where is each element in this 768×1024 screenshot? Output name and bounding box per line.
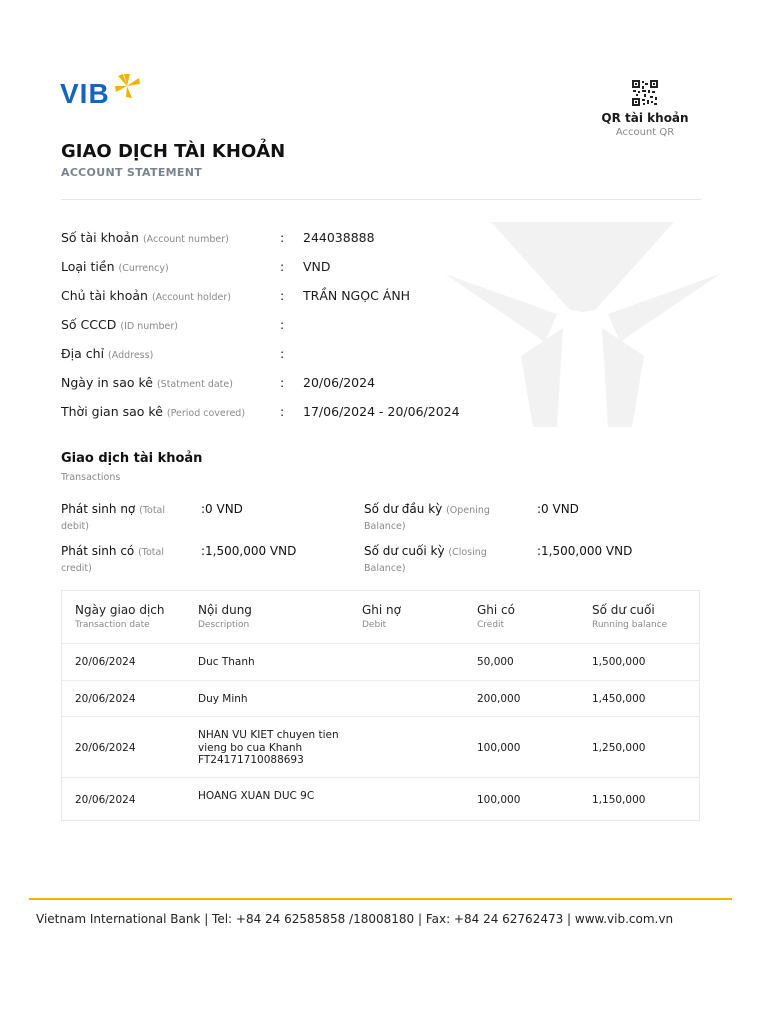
qr-subtitle: Account QR: [615, 127, 675, 138]
cell-credit: 100,000: [477, 794, 521, 806]
header-en: Transaction date: [75, 620, 150, 630]
info-value-account-holder: TRẦN NGỌC ÁNH: [303, 288, 411, 303]
vib-logo: [60, 74, 150, 114]
cell-credit: 100,000: [477, 742, 521, 754]
info-row-id-number: [61, 317, 701, 337]
label-vi: Số dư cuối kỳ: [364, 544, 445, 558]
info-colon: :: [280, 375, 285, 390]
label-vi: Thời gian sao kê: [61, 404, 163, 419]
label-en: Balance): [364, 521, 406, 532]
info-colon: :: [280, 346, 285, 361]
label-vi: Phát sinh nợ: [61, 502, 136, 516]
column-header-balance: [592, 603, 667, 630]
header-en: Debit: [362, 620, 387, 630]
info-colon: :: [280, 288, 285, 303]
logo-text: VIB: [60, 78, 110, 109]
info-value-period-covered: 17/06/2024 - 20/06/2024: [303, 404, 460, 419]
cell-description: HOANG XUAN DUC 9C: [198, 790, 315, 802]
info-label: [61, 317, 178, 332]
info-colon: :: [280, 230, 285, 245]
label-vi: Địa chỉ: [61, 346, 105, 361]
footer-divider: [29, 898, 732, 900]
label-en: (Closing: [448, 547, 487, 558]
header-vi: Ghi có: [477, 603, 515, 617]
label-en: (Currency): [118, 263, 169, 274]
summary-value-closing-balance: :1,500,000 VND: [537, 544, 633, 558]
column-header-debit: [362, 603, 401, 630]
cell-balance: 1,500,000: [592, 656, 646, 668]
label-vi: Số CCCD: [61, 317, 117, 332]
summary-label-closing-balance: [364, 544, 487, 576]
header-divider: [61, 199, 701, 200]
logo-star-icon: [112, 72, 142, 102]
cell-date: 20/06/2024: [75, 794, 136, 806]
column-header-description: [198, 603, 252, 630]
column-header-credit: [477, 603, 515, 630]
cell-balance: 1,450,000: [592, 693, 646, 705]
cell-description: Duc Thanh: [198, 656, 255, 668]
cell-balance: 1,250,000: [592, 742, 646, 754]
footer-contact: Vietnam International Bank | Tel: +84 24 62585858 /18008180 | Fax: +84 24 62762473 | www.vib.com.vn: [36, 912, 674, 926]
header-vi: Nội dung: [198, 603, 252, 617]
label-en: debit): [61, 521, 89, 532]
page-subtitle: ACCOUNT STATEMENT: [61, 166, 202, 179]
info-value-statement-date: 20/06/2024: [303, 375, 376, 390]
label-en: (Opening: [446, 505, 490, 516]
transactions-title: Giao dịch tài khoản: [61, 451, 203, 466]
qr-title: QR tài khoản: [601, 111, 689, 125]
cell-description: Duy Minh: [198, 693, 248, 705]
cell-date: 20/06/2024: [75, 693, 136, 705]
info-colon: :: [280, 259, 285, 274]
label-en: (Account holder): [151, 292, 231, 303]
info-row-currency: [61, 259, 701, 279]
label-vi: Loại tiền: [61, 259, 115, 274]
label-vi: Phát sinh có: [61, 544, 135, 558]
label-en: (Total: [138, 547, 164, 558]
label-vi: Ngày in sao kê: [61, 375, 153, 390]
header-vi: Ghi nợ: [362, 603, 401, 617]
cell-date: 20/06/2024: [75, 656, 136, 668]
row-divider: [62, 716, 699, 717]
transactions-table: [61, 590, 700, 821]
header-en: Description: [198, 620, 250, 630]
label-en: (Period covered): [166, 408, 246, 419]
header-en: Running balance: [592, 620, 668, 630]
info-row-period-covered: [61, 404, 701, 424]
header-vi: Ngày giao dịch: [75, 603, 165, 617]
summary-value-total-credit: :1,500,000 VND: [201, 544, 297, 558]
info-label: [61, 404, 245, 419]
info-colon: :: [280, 404, 285, 419]
info-label: [61, 259, 169, 274]
info-value-currency: VND: [303, 259, 331, 274]
info-label: [61, 375, 233, 390]
qr-code-icon: [632, 80, 658, 106]
info-row-statement-date: [61, 375, 701, 395]
cell-description: NHAN VU KIET chuyen tien vieng bo cua Khanh FT24171710088693: [198, 729, 339, 766]
row-divider: [62, 643, 699, 644]
summary-label-total-debit: [61, 502, 165, 534]
header-vi: Số dư cuối: [592, 603, 655, 617]
header-en: Credit: [477, 620, 505, 630]
summary-label-total-credit: [61, 544, 164, 576]
page-title: GIAO DỊCH TÀI KHOẢN: [61, 141, 286, 162]
label-en: (Account number): [142, 234, 229, 245]
cell-balance: 1,150,000: [592, 794, 646, 806]
info-label: [61, 288, 231, 303]
info-row-address: [61, 346, 701, 366]
label-vi: Số dư đầu kỳ: [364, 502, 443, 516]
cell-date: 20/06/2024: [75, 742, 136, 754]
info-row-account-holder: [61, 288, 701, 308]
row-divider: [62, 680, 699, 681]
row-divider: [62, 777, 699, 778]
info-label: [61, 346, 153, 361]
cell-credit: 200,000: [477, 693, 521, 705]
info-label: [61, 230, 229, 245]
summary-value-opening-balance: :0 VND: [537, 502, 579, 516]
label-en: credit): [61, 563, 92, 574]
label-en: (Address): [108, 350, 154, 361]
label-en: Balance): [364, 563, 406, 574]
info-row-account-number: [61, 230, 701, 250]
label-en: (Statment date): [156, 379, 233, 390]
info-colon: :: [280, 317, 285, 332]
cell-credit: 50,000: [477, 656, 514, 668]
label-en: (ID number): [120, 321, 178, 332]
summary-value-total-debit: :0 VND: [201, 502, 243, 516]
label-vi: Chủ tài khoản: [61, 288, 148, 303]
label-vi: Số tài khoản: [61, 230, 139, 245]
transactions-subtitle: Transactions: [61, 472, 121, 483]
summary-label-opening-balance: [364, 502, 490, 534]
info-value-account-number: 244038888: [303, 230, 375, 245]
label-en: (Total: [139, 505, 166, 516]
column-header-date: [75, 603, 164, 630]
